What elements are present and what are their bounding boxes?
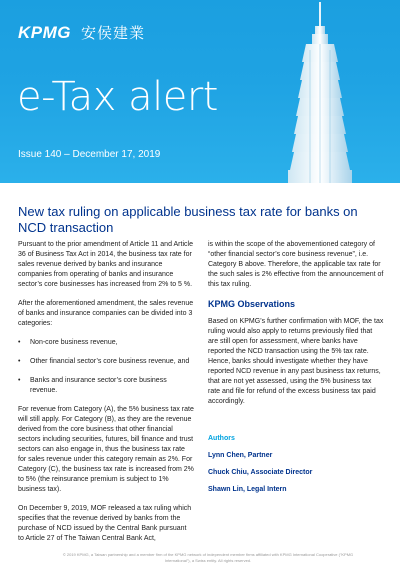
article-title: New tax ruling on applicable business tax rate for banks on NCD transaction <box>18 204 358 235</box>
left-column <box>18 240 194 553</box>
bullet-icon: • <box>18 377 21 384</box>
paragraph: Pursuant to the prior amendment of Article 11 and Article 36 of Business Tax Act in 2014, the business tax rate for sales revenue derived by banks and insurance companies from operating of banks and insurance sector’s core businesses has increased from 2% to 5 %. <box>18 241 193 288</box>
logo-row <box>18 22 145 43</box>
publication-title: e-Tax alert <box>17 74 218 120</box>
list-item <box>18 357 194 367</box>
paragraph: is within the scope of the abovementioned category of “other financial sector’s core business revenue”, i.e. Category B above. Therefore, the applicable tax rate for the such sales is 2% effective from the announcement of this tax ruling. <box>208 241 384 288</box>
bullet-icon: • <box>18 339 21 346</box>
kpmg-logo: KPMG <box>18 22 71 42</box>
author-name: Shawn Lin, Legal Intern <box>208 486 287 493</box>
section-title: KPMG Observations <box>208 299 296 309</box>
chinese-brand-logo: 安侯建業 <box>81 24 146 42</box>
author-name: Chuck Chiu, Associate Director <box>208 469 313 476</box>
paragraph: On December 9, 2019, MOF released a tax ruling which specifies that the revenue derived by banks from the purchase of NCD issued by the Central Bank pursuant to Article 27 of The Taiwan Central Bank Act, <box>18 505 192 542</box>
list-item-text: Non-core business revenue, <box>30 339 118 346</box>
paragraph: After the aforementioned amendment, the sales revenue of banks and insurance companies can be divided into 3 categories: <box>18 300 194 327</box>
list-item <box>18 338 194 348</box>
paragraph: Based on KPMG’s further confirmation with MOF, the tax ruling would also apply to returns previously filed that are still open for assessment, where banks have reported the NCD transaction using the 5% tax rate. Hence, banks should investigate whether they have reported NCD revenue in any past business tax returns, that are not yet assessed, using the 5% business tax rate and file for refund of the excess business tax paid accordingly. <box>208 318 384 405</box>
paragraph: For revenue from Category (A), the 5% business tax rate will still apply. For Category (B), as they are the revenue derived from the core business that other financial sectors including securities, futures, bill finance and trust sectors can also engage in, thus the business tax rate for sales revenue under this category remain as 2%. For Category (C), the business tax rate is increased from 2% to 5% (the reinsurance premium is subject to 1% business tax). <box>18 406 194 493</box>
right-column <box>208 240 384 416</box>
authors-block <box>208 435 388 503</box>
category-list <box>18 338 194 396</box>
bullet-icon: • <box>18 358 21 365</box>
authors-label: Authors <box>208 435 235 442</box>
header-banner <box>0 0 400 183</box>
copyright-footer: © 2019 KPMG, a Taiwan partnership and a member firm of the KPMG network of independent member firms affiliated with KPMG International Cooperative ("KPMG International"), a Swiss entity. All rights reserved. <box>62 552 354 563</box>
list-item <box>18 376 194 396</box>
author-name: Lynn Chen, Partner <box>208 452 273 459</box>
list-item-text: Banks and insurance sector’s core business revenue. <box>30 377 167 394</box>
taipei-101-tower-icon <box>262 0 400 183</box>
issue-date: Issue 140 – December 17, 2019 <box>18 149 161 160</box>
list-item-text: Other financial sector’s core business revenue, and <box>30 358 190 365</box>
